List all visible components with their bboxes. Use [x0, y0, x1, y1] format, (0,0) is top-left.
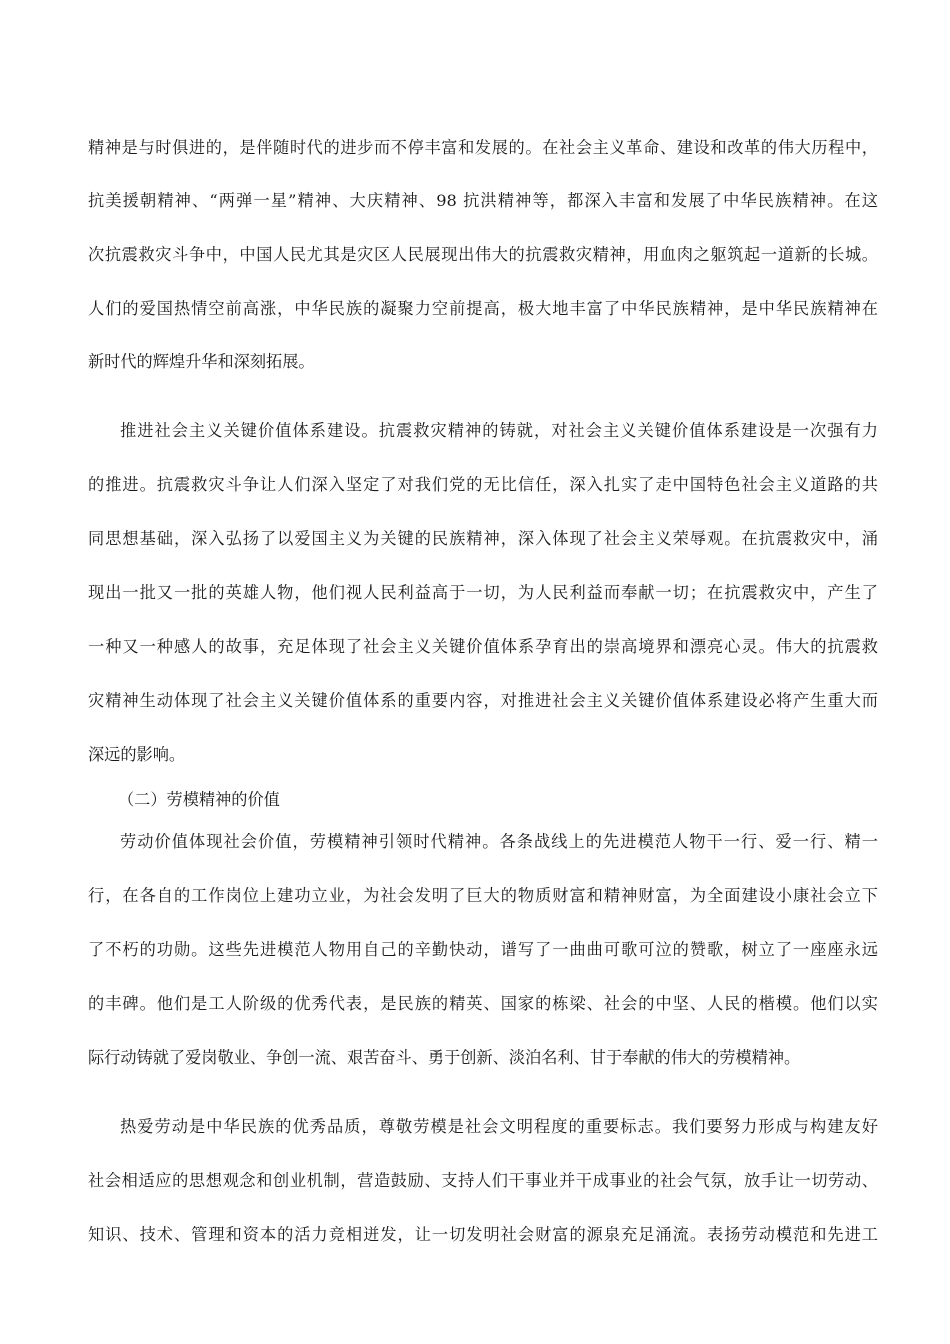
paragraph-1-line-3: 次抗震救灾斗争中，中国人民尤其是灾区人民展现出伟大的抗震救灾精神，用血肉之躯筑起一道新的长城。	[88, 245, 878, 264]
paragraph-2-line-5: 一种又一种感人的故事，充足体现了社会主义关键价值体系孕育出的崇高境界和漂亮心灵。伟大的抗震救	[88, 637, 878, 656]
paragraph-3-line-4: 的丰碑。他们是工人阶级的优秀代表，是民族的精英、国家的栋梁、社会的中坚、人民的楷模。他们以实	[88, 994, 878, 1013]
paragraph-1-line-4: 人们的爱国热情空前高涨，中华民族的凝聚力空前提高，极大地丰富了中华民族精神，是中华民族精神在	[88, 299, 878, 318]
paragraph-4-line-2: 社会相适应的思想观念和创业机制，营造鼓励、支持人们干事业并干成事业的社会气氛，放手让一切劳动、	[88, 1171, 878, 1190]
paragraph-2-line-1: 推进社会主义关键价值体系建设。抗震救灾精神的铸就，对社会主义关键价值体系建设是一次强有力	[120, 421, 878, 440]
paragraph-2-line-2: 的推进。抗震救灾斗争让人们深入坚定了对我们党的无比信任，深入扎实了走中国特色社会主义道路的共	[88, 475, 878, 494]
paragraph-3-line-5: 际行动铸就了爱岗敬业、争创一流、艰苦奋斗、勇于创新、淡泊名利、甘于奉献的伟大的劳模精神。	[88, 1048, 801, 1067]
paragraph-1-line-2: 抗美援朝精神、“两弹一星”精神、大庆精神、98 抗洪精神等，都深入丰富和发展了中华民族精神。在这	[88, 191, 878, 210]
paragraph-3-line-2: 行，在各自的工作岗位上建功立业，为社会发明了巨大的物质财富和精神财富，为全面建设小康社会立下	[88, 886, 878, 905]
paragraph-3-line-1: 劳动价值体现社会价值，劳模精神引领时代精神。各条战线上的先进模范人物干一行、爱一行、精一	[120, 832, 878, 851]
paragraph-4-line-3: 知识、技术、管理和资本的活力竞相迸发，让一切发明社会财富的源泉充足涌流。表扬劳动模范和先进工	[88, 1225, 878, 1244]
paragraph-4-line-1: 热爱劳动是中华民族的优秀品质，尊敬劳模是社会文明程度的重要标志。我们要努力形成与构建友好	[120, 1117, 878, 1136]
paragraph-2-line-6: 灾精神生动体现了社会主义关键价值体系的重要内容，对推进社会主义关键价值体系建设必将产生重大而	[88, 691, 878, 710]
paragraph-2-line-4: 现出一批又一批的英雄人物，他们视人民利益高于一切，为人民利益而奉献一切；在抗震救灾中，产生了	[88, 583, 878, 602]
paragraph-1-line-5: 新时代的辉煌升华和深刻拓展。	[88, 352, 315, 371]
section-heading: （二）劳模精神的价值	[118, 790, 280, 809]
paragraph-3-line-3: 了不朽的功勋。这些先进模范人物用自己的辛勤快动，谱写了一曲曲可歌可泣的赞歌，树立了一座座永远	[88, 940, 878, 959]
paragraph-2-line-3: 同思想基础，深入弘扬了以爱国主义为关键的民族精神，深入体现了社会主义荣辱观。在抗震救灾中，涌	[88, 529, 878, 548]
paragraph-2-line-7: 深远的影响。	[88, 745, 186, 764]
paragraph-1-line-1: 精神是与时俱进的，是伴随时代的进步而不停丰富和发展的。在社会主义革命、建设和改革的伟大历程中，	[88, 138, 878, 157]
